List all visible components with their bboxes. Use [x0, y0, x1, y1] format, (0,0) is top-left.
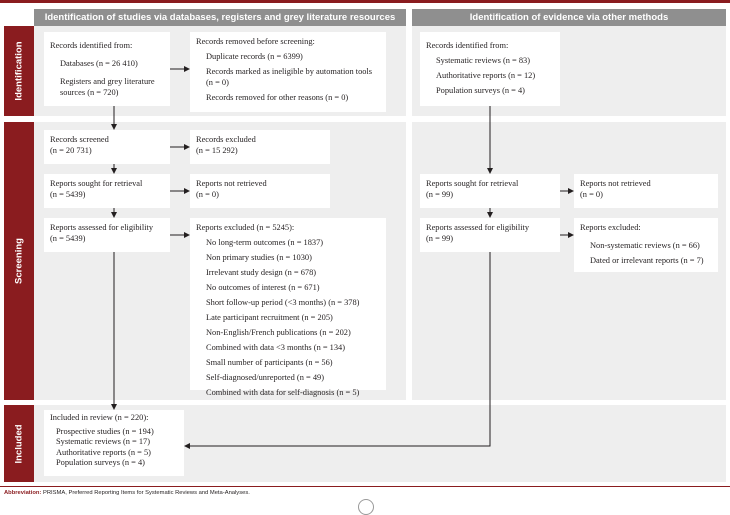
other-records-identified-title: Records identified from: [426, 41, 509, 50]
exclusion-reason: Small number of participants (n = 56) [206, 358, 333, 367]
abbreviation-footnote [4, 490, 250, 496]
reports-excluded-title: Reports excluded (n = 5245): [196, 223, 295, 232]
footnote-text: PRISMA, Preferred Reporting Items for Systematic Reviews and Meta-Analyses. [43, 490, 250, 496]
exclusion-reason: No outcomes of interest (n = 671) [206, 283, 320, 292]
automation-ineligible-line2: (n = 0) [206, 78, 229, 87]
registers-count-line1: Registers and grey literature [60, 77, 155, 86]
reports-assessed-count: (n = 5439) [50, 234, 86, 243]
records-screened-label: Records screened [50, 135, 109, 144]
records-excluded-label: Records excluded [196, 135, 256, 144]
exclusion-reason: Non primary studies (n = 1030) [206, 253, 312, 262]
other-reports-sought-count: (n = 99) [426, 190, 454, 199]
exclusion-reason: Combined with data for self-diagnosis (n = 5) [206, 388, 360, 397]
included-item: Population surveys (n = 4) [56, 458, 145, 467]
reports-not-retrieved-label: Reports not retrieved [196, 179, 267, 188]
duplicate-records: Duplicate records (n = 6399) [206, 52, 303, 61]
reports-sought-count: (n = 5439) [50, 190, 86, 199]
databases-count: Databases (n = 26 410) [60, 59, 138, 68]
other-reports-excluded-title: Reports excluded: [580, 223, 641, 232]
included-item: Systematic reviews (n = 17) [56, 437, 151, 446]
exclusion-reason: Short follow-up period (<3 months) (n = 378) [206, 298, 360, 307]
other-source-item: Systematic reviews (n = 83) [436, 56, 531, 65]
arrow-other-assessed-to-included [185, 252, 490, 446]
exclusion-reason: Combined with data <3 months (n = 134) [206, 343, 346, 352]
page-marker [358, 499, 374, 515]
phase-screening-label: Screening [13, 238, 25, 284]
other-source-item: Authoritative reports (n = 12) [436, 71, 536, 80]
other-removed: Records removed for other reasons (n = 0) [206, 93, 349, 102]
reports-not-retrieved-count: (n = 0) [196, 190, 219, 199]
reports-sought-label: Reports sought for retrieval [50, 179, 143, 188]
other-reports-not-retrieved-count: (n = 0) [580, 190, 603, 199]
footnote-label: Abbreviation: [4, 490, 42, 496]
exclusion-reason: Late participant recruitment (n = 205) [206, 313, 333, 322]
other-reports-not-retrieved-label: Reports not retrieved [580, 179, 651, 188]
phase-included-label: Included [13, 423, 25, 464]
registers-count-line2: sources (n = 720) [60, 88, 119, 97]
automation-ineligible-line1: Records marked as ineligible by automation tools [206, 67, 373, 76]
other-reports-sought-label: Reports sought for retrieval [426, 179, 519, 188]
exclusion-reason: Self-diagnosed/unreported (n = 49) [206, 373, 324, 382]
included-title: Included in review (n = 220): [50, 413, 149, 422]
other-reports-assessed-count: (n = 99) [426, 234, 454, 243]
other-reports-assessed-label: Reports assessed for eligibility [426, 223, 530, 232]
included-item: Authoritative reports (n = 5) [56, 447, 151, 457]
included-item: Prospective studies (n = 194) [56, 426, 154, 436]
exclusion-reason: No long-term outcomes (n = 1837) [206, 238, 324, 247]
other-source-item: Population surveys (n = 4) [436, 86, 525, 95]
other-exclusion-reason: Dated or irrelevant reports (n = 7) [590, 256, 704, 265]
records-identified-title: Records identified from: [50, 41, 133, 50]
other-exclusion-reason: Non-systematic reviews (n = 66) [590, 241, 700, 250]
exclusion-reason: Non-English/French publications (n = 202) [206, 328, 351, 337]
records-excluded-count: (n = 15 292) [196, 146, 238, 155]
records-screened-count: (n = 20 731) [50, 146, 92, 155]
left-column-header-text: Identification of studies via databases, registers and grey literature resources [44, 12, 396, 23]
footer-rule [0, 486, 730, 487]
records-removed-title: Records removed before screening: [196, 37, 315, 46]
phase-identification-label: Identification [13, 41, 25, 101]
exclusion-reason: Irrelevant study design (n = 678) [206, 268, 317, 277]
reports-assessed-label: Reports assessed for eligibility [50, 223, 154, 232]
right-column-header-text: Identification of evidence via other methods [469, 12, 669, 23]
